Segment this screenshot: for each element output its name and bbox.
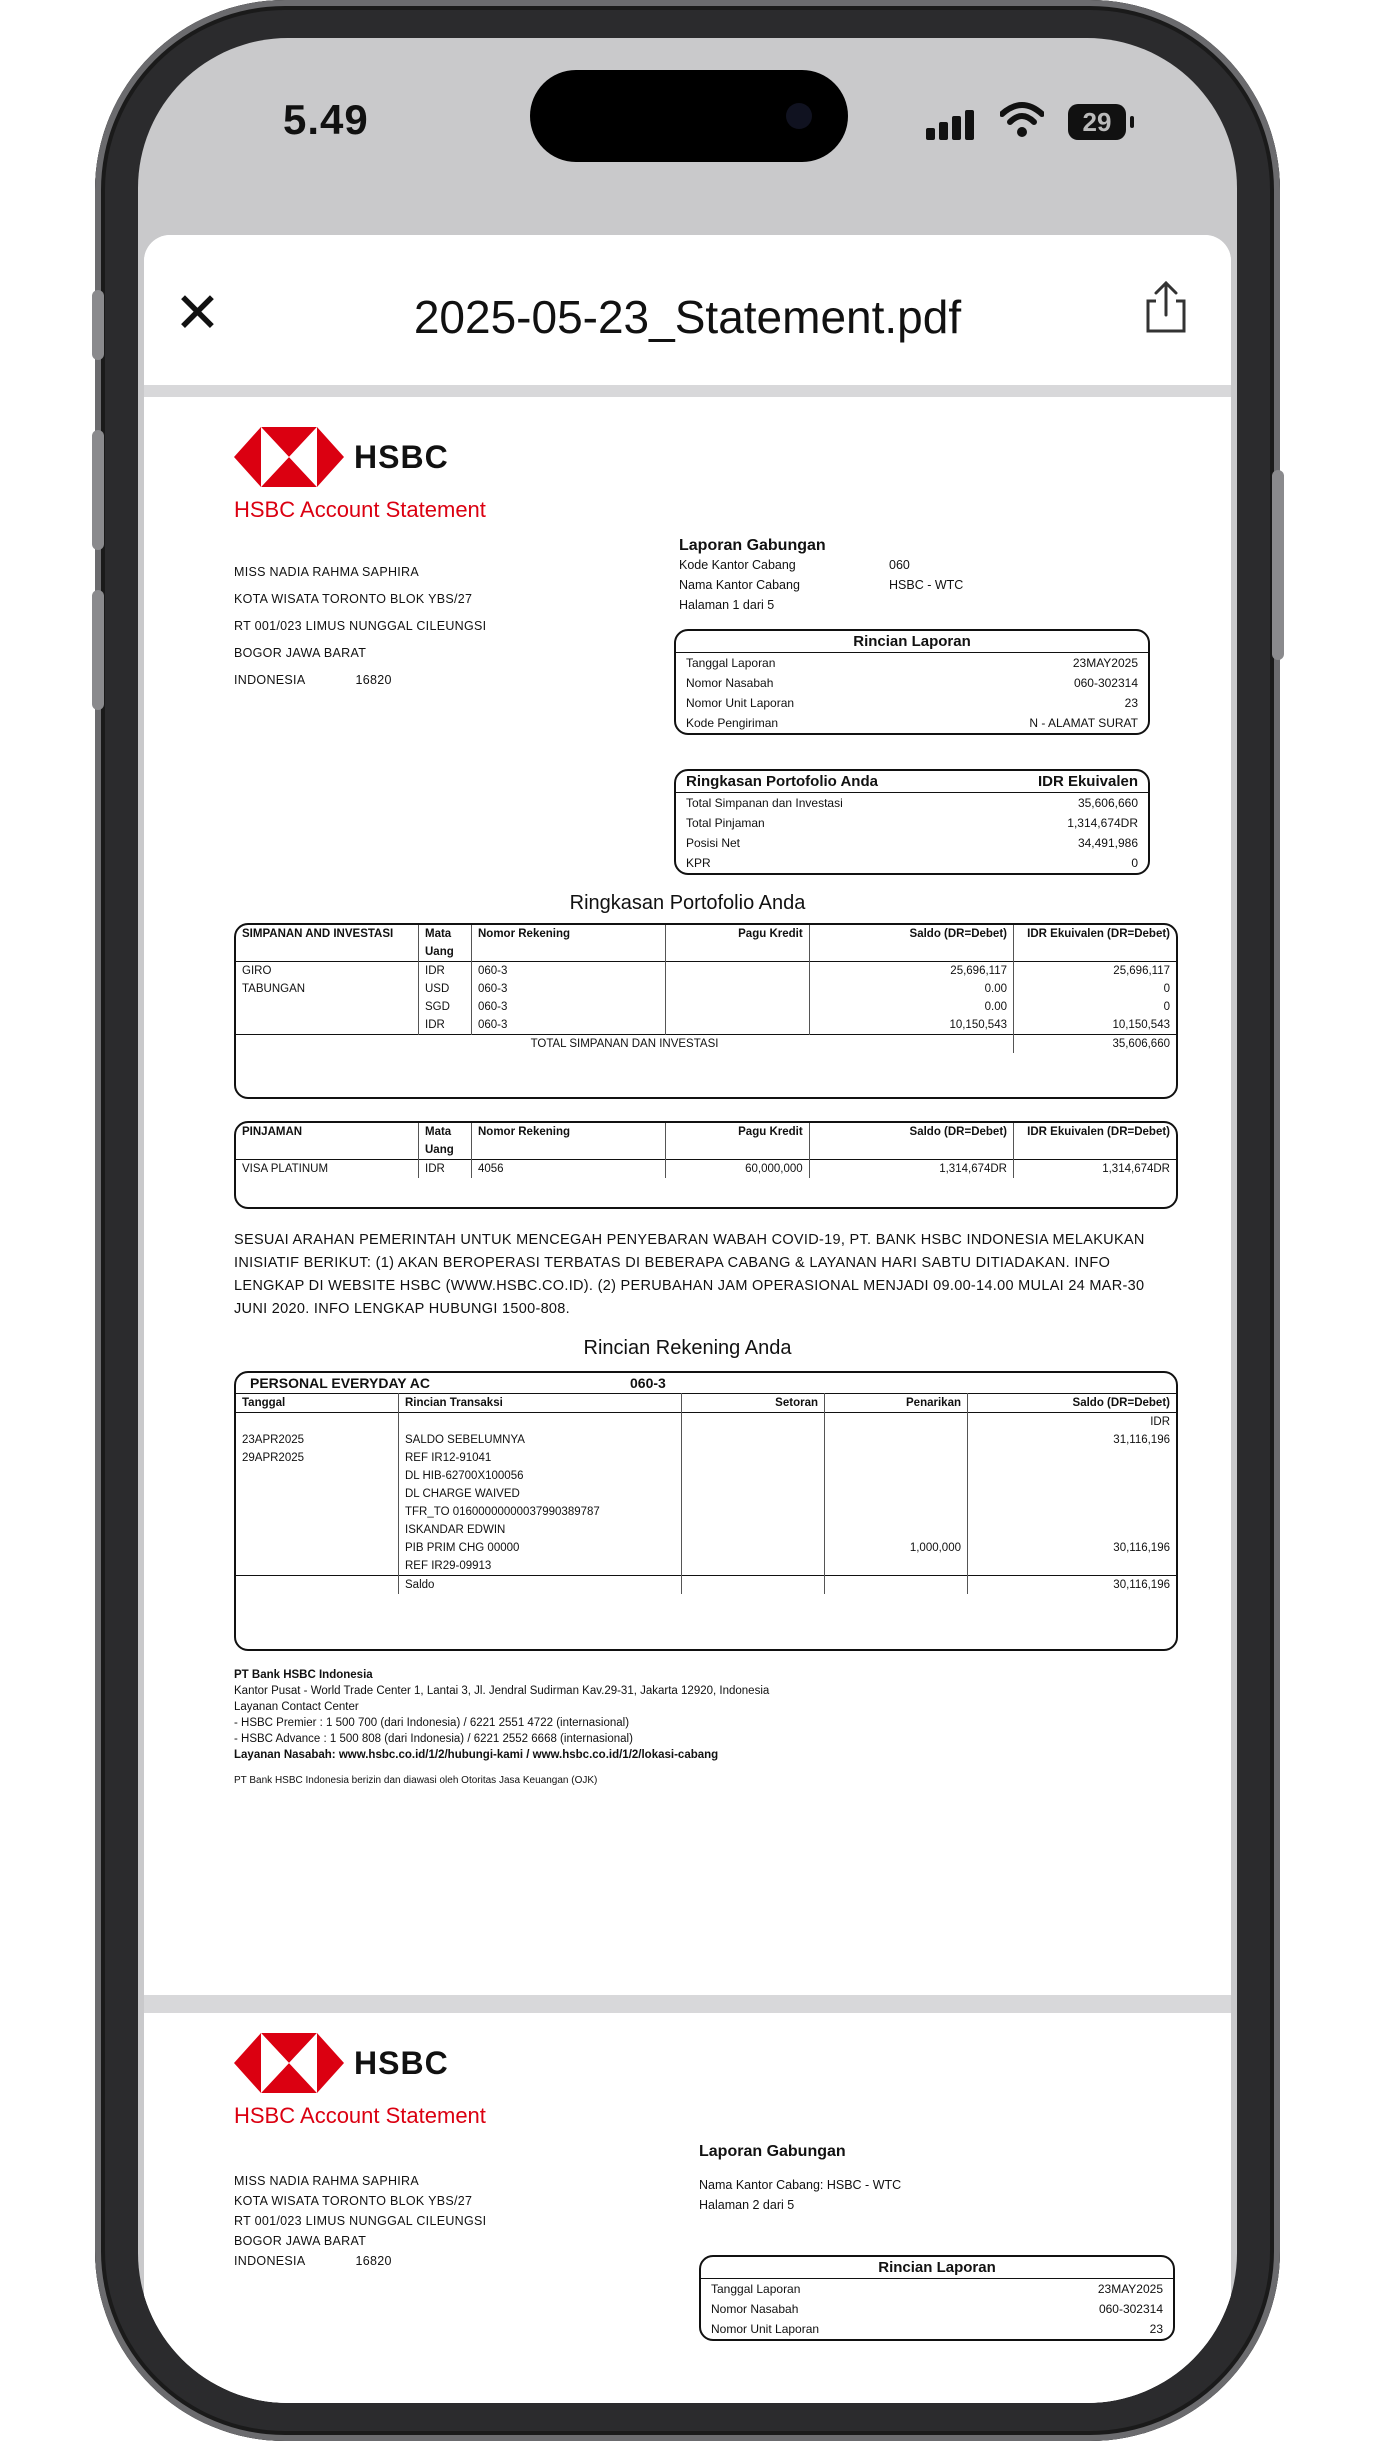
phone-screen: [138, 38, 1237, 2403]
table-row: TFR_TO 01600000000037990389787: [236, 1503, 1176, 1521]
brand-name: HSBC: [354, 2044, 449, 2081]
battery-icon: 29: [1068, 104, 1126, 140]
hsbc-logo: [234, 2033, 449, 2093]
covid-notice: SESUAI ARAHAN PEMERINTAH UNTUK MENCEGAH PENYEBARAN WABAH COVID-19, PT. BANK HSBC INDONESIA MELAKUKAN INISIATIF BERIKUT: (1) AKAN BEROPERASI TERBATAS DI BEBERAPA CABANG & LAYANAN HARI SABTU DITIADAKAN. INFO LENGKAP DI WEBSITE HSBC (WWW.HSBC.CO.ID). (2) PERUBAHAN JAM OPERASIONAL MENJADI 09.00-14.00 MULAI 24 MAR-30 JUNI 2020. INFO LENGKAP HUBUNGI 1500-808.: [234, 1232, 1145, 1317]
wifi-icon: [1000, 100, 1044, 148]
side-button-action: [92, 290, 104, 360]
dynamic-island: [530, 70, 848, 162]
customer-address: MISS NADIA RAHMA SAPHIRA KOTA WISATA TORONTO BLOK YBS/27 RT 001/023 LIMUS NUNGGAL CILEUNGSI BOGOR JAWA BARAT INDONESIA 16820: [234, 565, 487, 687]
table-row: 23APR2025 SALDO SEBELUMNYA 31,116,196: [236, 1431, 1176, 1449]
ringkasan-portofolio-box: Ringkasan Portofolio Anda IDR Ekuivalen Total Simpanan dan Investasi 35,606,660 Total Pinjaman 1,314,674DR Posisi Net 34,491,986 KPR 0: [674, 769, 1150, 875]
hsbc-hexagon-icon: [234, 2033, 344, 2093]
status-bar: [138, 38, 1237, 233]
close-icon[interactable]: ✕: [174, 281, 221, 344]
laporan-gabungan: Laporan Gabungan Nama Kantor Cabang: HSBC - WTC Halaman 2 dari 5: [699, 2143, 902, 2212]
document-title: 2025-05-23_Statement.pdf: [413, 291, 962, 343]
share-icon[interactable]: [1136, 277, 1196, 337]
side-button-power: [1272, 470, 1284, 660]
cellular-signal-icon: [926, 110, 978, 140]
customer-address: MISS NADIA RAHMA SAPHIRA KOTA WISATA TORONTO BLOK YBS/27 RT 001/023 LIMUS NUNGGAL CILEUNGSI BOGOR JAWA BARAT INDONESIA 16820: [234, 2174, 487, 2268]
table-row: VISA PLATINUM IDR 4056 60,000,000 1,314,674DR 1,314,674DR: [236, 1160, 1176, 1179]
table-row: DL HIB-62700X100056: [236, 1467, 1176, 1485]
pdf-viewer-sheet: [144, 235, 1231, 2403]
statement-title: HSBC Account Statement: [234, 2103, 486, 2128]
bank-footer: PT Bank HSBC Indonesia Kantor Pusat - World Trade Center 1, Lantai 3, Jl. Jendral Sudirman Kav.29-31, Jakarta 12920, Indonesia Layanan Contact Center - HSBC Premier : 1 500 700 (dari Indonesia) / 6221 2551 4722 (internasional) - HSBC Advance : 1 500 808 (dari Indonesia) / 6221 2552 6668 (internasional) Layanan Nasabah: www.hsbc.co.id/1/2/hubungi-kami / www.hsbc.co.id/1/2/lokasi-cabang PT Bank HSBC Indonesia berizin dan diawasi oleh Otoritas Jasa Keuangan (OJK): [234, 1669, 770, 1786]
table-row: IDR 060-3 10,150,543 10,150,543: [236, 1016, 1176, 1035]
viewer-header: [144, 235, 1231, 385]
portfolio-section-title: Ringkasan Portofolio Anda: [569, 892, 806, 914]
statement-title: HSBC Account Statement: [234, 497, 486, 522]
side-button-volume-up: [92, 430, 104, 550]
table-row: PIB PRIM CHG 00000 1,000,000 30,116,196: [236, 1539, 1176, 1557]
page-separator: [144, 1995, 1231, 2013]
table-row: REF IR29-09913: [236, 1557, 1176, 1576]
table-row: SGD 060-3 0.00 0: [236, 998, 1176, 1016]
rincian-laporan-box: Rincian Laporan Tanggal Laporan 23MAY2025 Nomor Nasabah 060-302314 Nomor Unit Laporan 23: [699, 2255, 1175, 2341]
table-row: GIRO IDR 060-3 25,696,117 25,696,117: [236, 962, 1176, 981]
pdf-page-1[interactable]: [144, 397, 1231, 1995]
hsbc-logo: [234, 427, 449, 487]
simpanan-table: SIMPANAN AND INVESTASI Mata Uang Nomor Rekening Pagu Kredit Saldo (DR=Debet) IDR Ekuivalen (DR=Debet) GIRO IDR 060-3 25,696,117 25,696,117 TABUNGAN USD 060-3 0.00 0 SGD 060-3 0.00 0 IDR 060-3 10,150,543 10,150,543 TOTAL SIMPANAN DAN INVESTASI 35,606,660: [234, 923, 1178, 1099]
laporan-gabungan: Laporan Gabungan Kode Kantor Cabang 060 Nama Kantor Cabang HSBC - WTC Halaman 1 dari 5: [679, 537, 964, 612]
camera-icon: [786, 103, 812, 129]
table-row: TABUNGAN USD 060-3 0.00 0: [236, 980, 1176, 998]
pinjaman-table: PINJAMAN Mata Uang Nomor Rekening Pagu Kredit Saldo (DR=Debet) IDR Ekuivalen (DR=Debet) VISA PLATINUM IDR 4056 60,000,000 1,314,674DR 1,314,674DR: [234, 1121, 1178, 1209]
status-time: 5.49: [283, 96, 369, 143]
rincian-laporan-box: Rincian Laporan Tanggal Laporan 23MAY2025 Nomor Nasabah 060-302314 Nomor Unit Laporan 23 Kode Pengiriman N - ALAMAT SURAT: [674, 629, 1150, 735]
hsbc-hexagon-icon: [234, 427, 344, 487]
total-row: TOTAL SIMPANAN DAN INVESTASI 35,606,660: [236, 1035, 1176, 1054]
brand-name: HSBC: [354, 438, 449, 475]
side-button-volume-down: [92, 590, 104, 710]
table-row: 29APR2025 REF IR12-91041: [236, 1449, 1176, 1467]
pdf-page-2[interactable]: [144, 2013, 1231, 2403]
header-divider: [144, 385, 1231, 397]
saldo-row: Saldo 30,116,196: [236, 1576, 1176, 1595]
table-row: ISKANDAR EDWIN: [236, 1521, 1176, 1539]
table-row: DL CHARGE WAIVED: [236, 1485, 1176, 1503]
rekening-section-title: Rincian Rekening Anda: [583, 1337, 792, 1359]
rekening-table: PERSONAL EVERYDAY AC 060-3 Tanggal Rincian Transaksi Setoran Penarikan Saldo (DR=Debet) IDR 23APR2025 SALDO SEBELUMNYA 31,116,196 29APR2025 REF IR12-91041 DL HIB-62700X100056 DL CHARGE WAIVED TFR_TO 01600000000037990389787 ISKANDAR EDWIN PIB PRIM CHG 00000 1,000,000 30,116,196 REF IR29-09913 Saldo 30,116,196: [234, 1371, 1178, 1651]
